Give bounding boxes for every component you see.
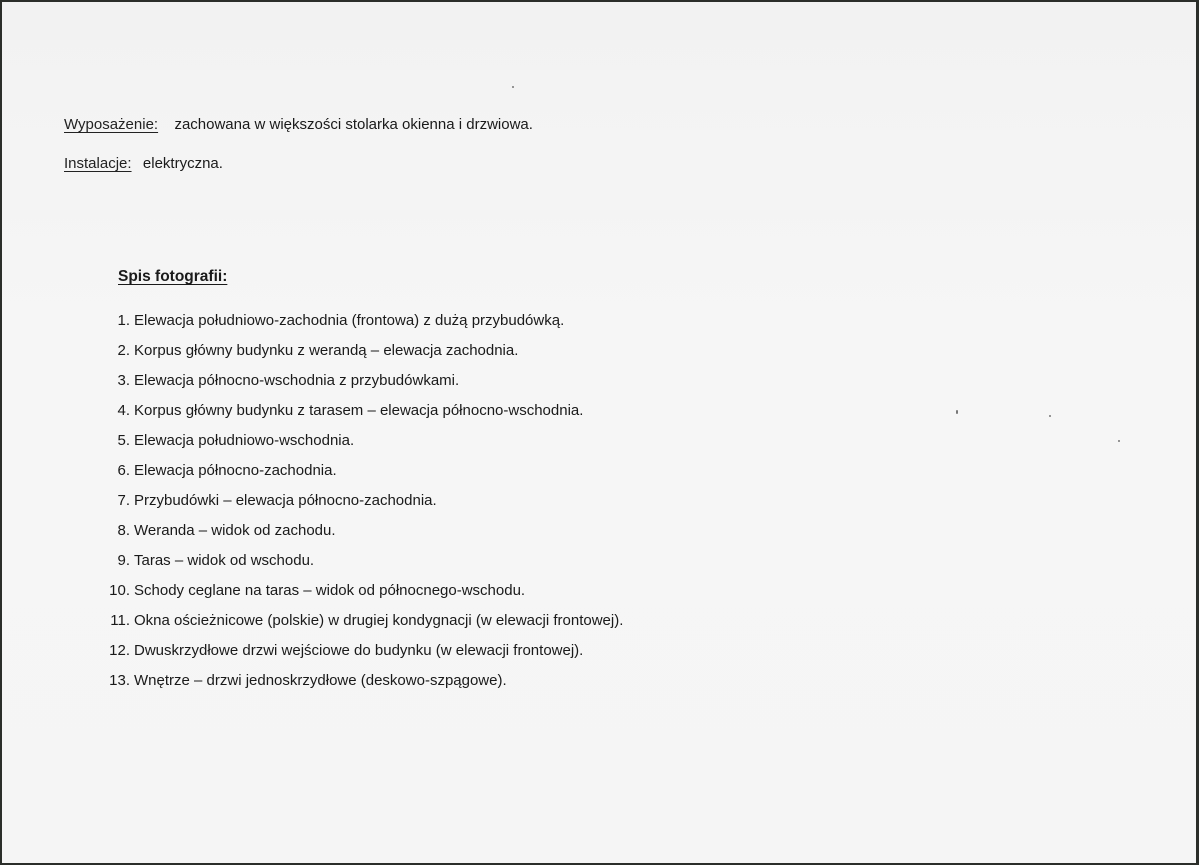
installations-label: Instalacje:: [64, 155, 132, 172]
photo-list-heading: Spis fotografii:: [118, 268, 228, 285]
paper-speck: [512, 86, 514, 88]
list-item: 5. Elewacja południowo-wschodnia.: [117, 432, 355, 449]
list-item: 13. Wnętrze – drzwi jednoskrzydłowe (deskowo-szpągowe).: [109, 672, 507, 689]
list-item: 6. Elewacja północno-zachodnia.: [117, 462, 337, 479]
list-item: 12. Dwuskrzydłowe drzwi wejściowe do budynku (w elewacji frontowej).: [109, 642, 584, 659]
installations-line: [64, 155, 223, 172]
paper-speck: [1049, 415, 1051, 417]
paper-speck: [956, 410, 958, 414]
document-page: [2, 2, 1196, 863]
equipment-value: zachowana w większości stolarka okienna i drzwiowa.: [174, 116, 533, 133]
equipment-line: [64, 116, 533, 133]
paper-speck: [1118, 440, 1120, 442]
list-item: 2. Korpus główny budynku z werandą – elewacja zachodnia.: [117, 342, 519, 359]
list-item: 4. Korpus główny budynku z tarasem – elewacja północno-wschodnia.: [117, 402, 584, 419]
list-item: 3. Elewacja północno-wschodnia z przybudówkami.: [117, 372, 460, 389]
list-item: 8. Weranda – widok od zachodu.: [117, 522, 336, 539]
list-item: 1. Elewacja południowo-zachodnia (frontowa) z dużą przybudówką.: [117, 312, 565, 329]
installations-value: elektryczna.: [142, 155, 223, 172]
photo-list: [102, 310, 623, 700]
list-item: 10. Schody ceglane na taras – widok od północnego-wschodu.: [109, 582, 526, 599]
list-item: 11. Okna ościeżnicowe (polskie) w drugiej kondygnacji (w elewacji frontowej).: [110, 612, 624, 629]
equipment-label: Wyposażenie:: [64, 116, 159, 133]
list-item: 7. Przybudówki – elewacja północno-zachodnia.: [117, 492, 437, 509]
list-item: 9. Taras – widok od wschodu.: [117, 552, 315, 569]
